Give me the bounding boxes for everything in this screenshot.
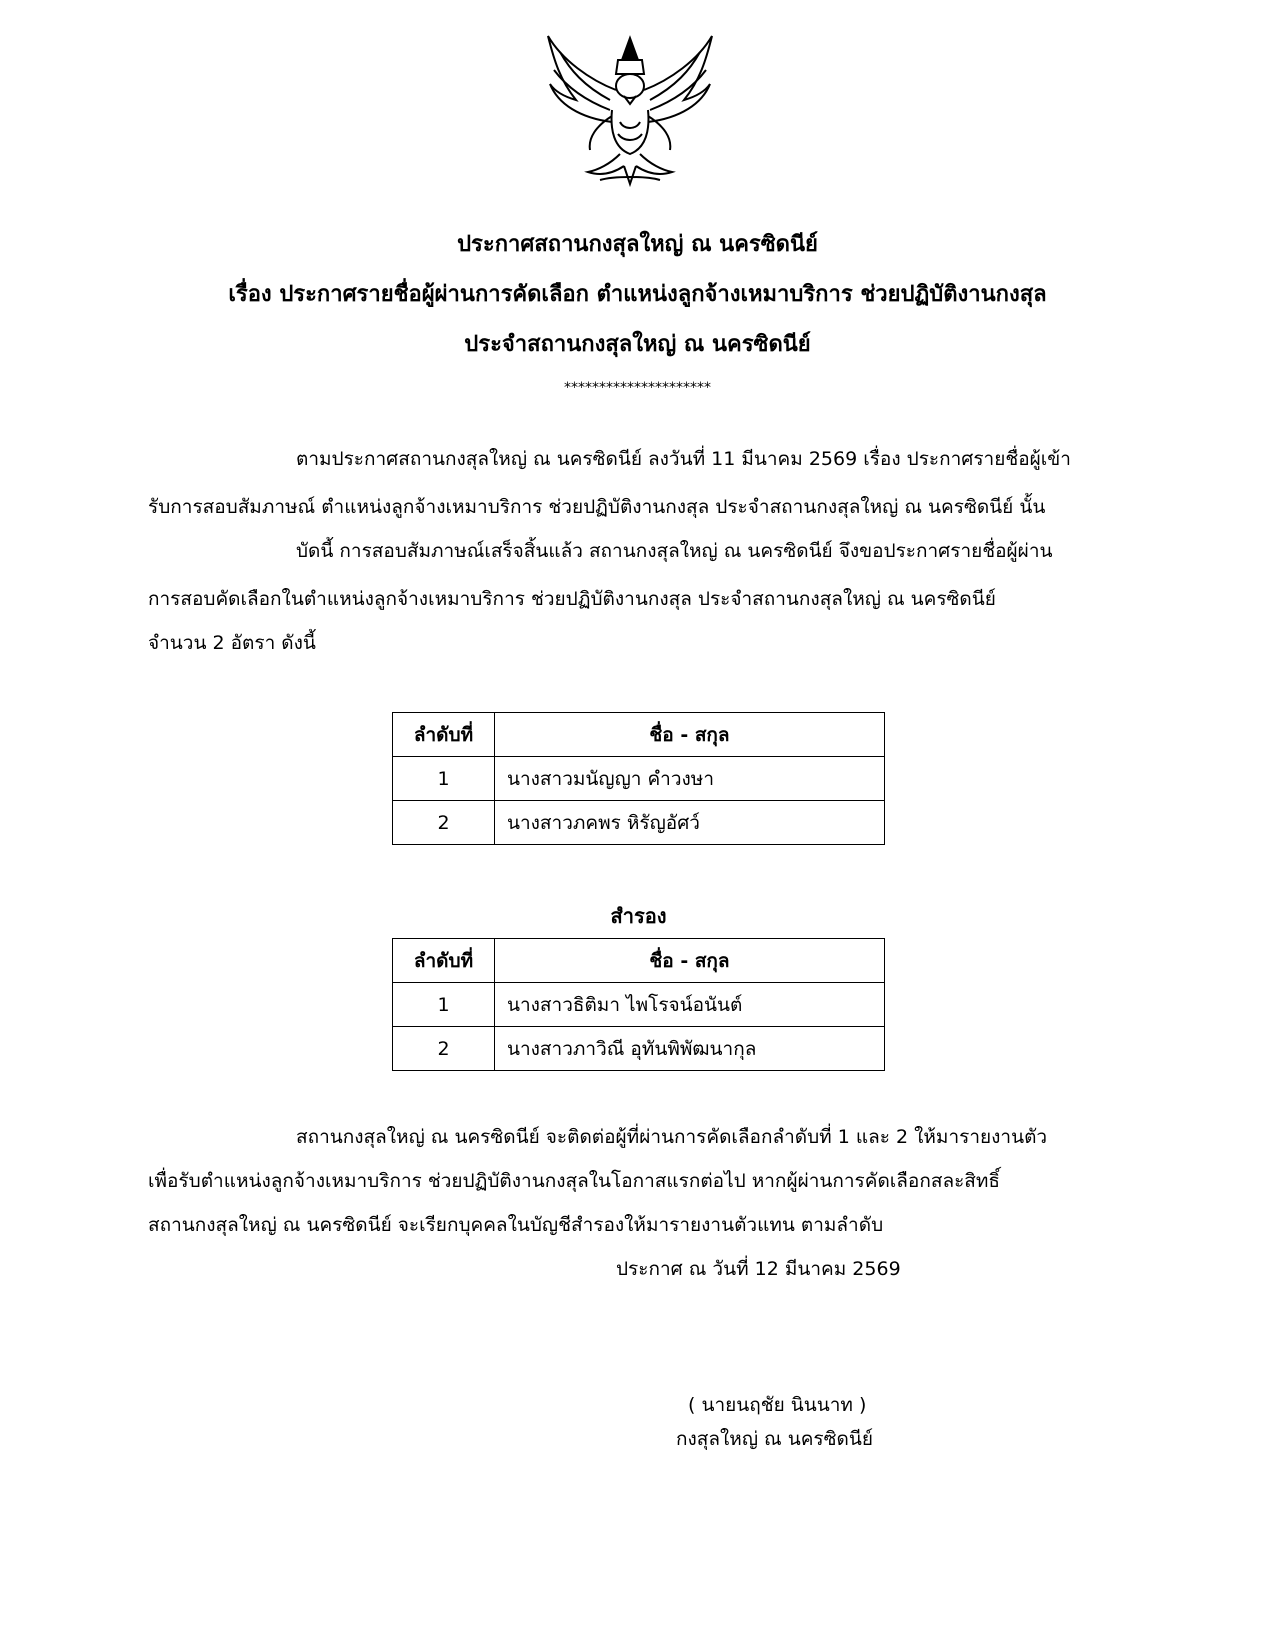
row-name: นางสาวมนัญญา คำวงษา (495, 757, 885, 801)
row-number: 1 (393, 983, 495, 1027)
row-number: 2 (393, 801, 495, 845)
column-header-number: ลำดับที่ (393, 713, 495, 757)
reserve-heading: สำรอง (610, 904, 667, 928)
garuda-emblem (540, 30, 720, 190)
signatory-position: กงสุลใหญ่ ณ นครซิดนีย์ (676, 1428, 873, 1450)
paragraph-1-line-2: รับการสอบสัมภาษณ์ ตำแหน่งลูกจ้างเหมาบริการ ช่วยปฏิบัติงานกงสุล ประจำสถานกงสุลใหญ่ ณ นครซิดนีย์ นั้น (148, 496, 1046, 518)
document-title: ประกาศสถานกงสุลใหญ่ ณ นครซิดนีย์ (457, 232, 818, 257)
row-number: 2 (393, 1027, 495, 1071)
table-row (393, 1027, 885, 1071)
closing-line-3: สถานกงสุลใหญ่ ณ นครซิดนีย์ จะเรียกบุคคลในบัญชีสำรองให้มารายงานตัวแทน ตามลำดับ (148, 1214, 884, 1236)
closing-line-2: เพื่อรับตำแหน่งลูกจ้างเหมาบริการ ช่วยปฏิบัติงานกงสุลในโอกาสแรกต่อไป หากผู้ผ่านการคัดเลือกสละสิทธิ์ (148, 1170, 1001, 1192)
table-header-row (393, 939, 885, 983)
row-name: นางสาวภาวิณี อุทันพิพัฒนากุล (495, 1027, 885, 1071)
table-row (393, 983, 885, 1027)
row-name: นางสาวภคพร หิรัญอัศว์ (495, 801, 885, 845)
signatory-name: ( นายนฤชัย นินนาท ) (688, 1394, 867, 1416)
table-row (393, 757, 885, 801)
separator: ********************* (564, 380, 711, 396)
announcement-date: ประกาศ ณ วันที่ 12 มีนาคม 2569 (616, 1258, 901, 1280)
column-header-name: ชื่อ - สกุล (495, 939, 885, 983)
closing-line-1: สถานกงสุลใหญ่ ณ นครซิดนีย์ จะติดต่อผู้ที่ผ่านการคัดเลือกลำดับที่ 1 และ 2 ให้มารายงานตัว (296, 1126, 1048, 1148)
paragraph-1-line-1: ตามประกาศสถานกงสุลใหญ่ ณ นครซิดนีย์ ลงวันที่ 11 มีนาคม 2569 เรื่อง ประกาศรายชื่อผู้เข้า (296, 448, 1071, 470)
column-header-number: ลำดับที่ (393, 939, 495, 983)
paragraph-2-line-2: การสอบคัดเลือกในตำแหน่งลูกจ้างเหมาบริการ ช่วยปฏิบัติงานกงสุล ประจำสถานกงสุลใหญ่ ณ นครซิดนีย์ (148, 588, 996, 610)
paragraph-2-line-1: บัดนี้ การสอบสัมภาษณ์เสร็จสิ้นแล้ว สถานกงสุลใหญ่ ณ นครซิดนีย์ จึงขอประกาศรายชื่อผู้ผ่าน (296, 540, 1053, 562)
garuda-emblem-icon (540, 30, 720, 190)
row-number: 1 (393, 757, 495, 801)
table-header-row (393, 713, 885, 757)
document-subject-continued: ประจำสถานกงสุลใหญ่ ณ นครซิดนีย์ (464, 332, 811, 357)
document-subject: เรื่อง ประกาศรายชื่อผู้ผ่านการคัดเลือก ตำแหน่งลูกจ้างเหมาบริการ ช่วยปฏิบัติงานกงสุล (228, 282, 1047, 307)
selected-candidates-table (392, 712, 885, 845)
row-name: นางสาวธิติมา ไพโรจน์อนันต์ (495, 983, 885, 1027)
paragraph-2-line-3: จำนวน 2 อัตรา ดังนี้ (148, 632, 316, 654)
table-row (393, 801, 885, 845)
reserve-candidates-table (392, 938, 885, 1071)
column-header-name: ชื่อ - สกุล (495, 713, 885, 757)
